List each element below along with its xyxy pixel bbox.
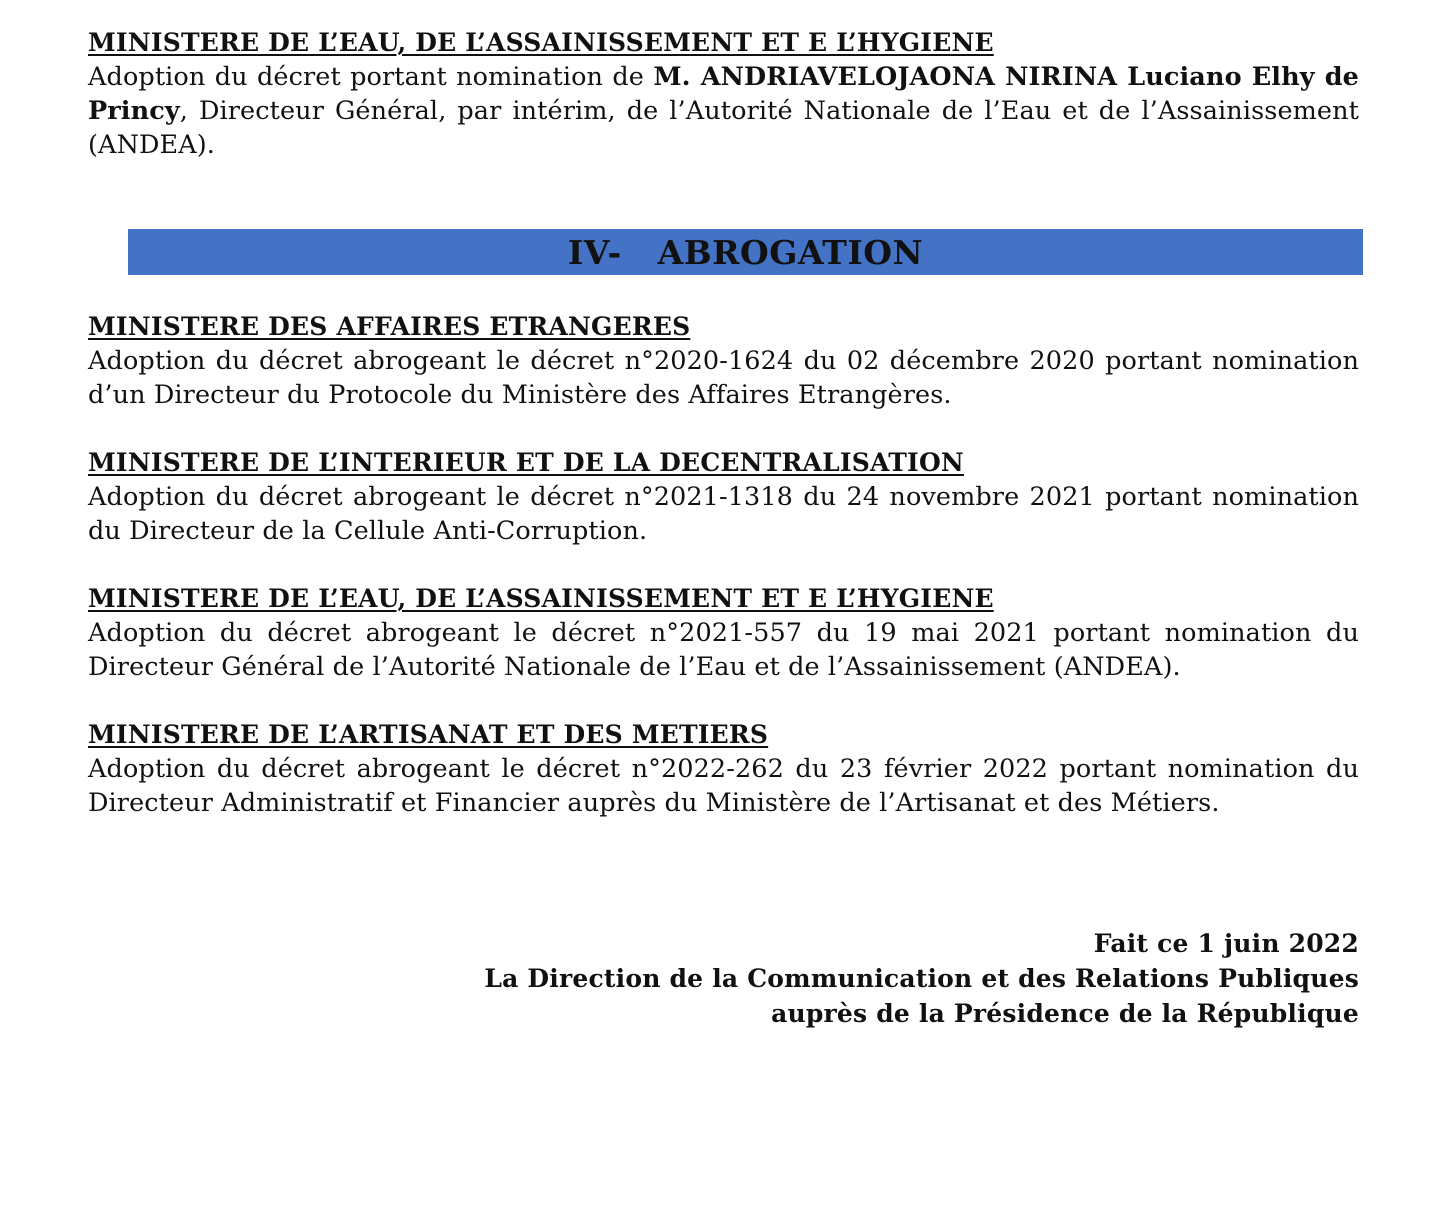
decree-text-suffix: , Directeur Général, par intérim, de l’Autorité Nationale de l’Eau et de l’Assainissement (ANDEA).: [88, 96, 1359, 160]
abrogation-item: [88, 718, 1359, 820]
ministry-heading: MINISTERE DE L’EAU, DE L’ASSAINISSEMENT ET E L’HYGIENE: [88, 28, 994, 57]
decree-paragraph: Adoption du décret abrogeant le décret n°2022-262 du 23 février 2022 portant nomination du Directeur Administratif et Financier auprès du Ministère de l’Artisanat et des Métiers.: [88, 754, 1359, 818]
decree-paragraph: Adoption du décret abrogeant le décret n°2021-557 du 19 mai 2021 portant nomination du Directeur Général de l’Autorité Nationale de l’Eau et de l’Assainissement (ANDEA).: [88, 618, 1359, 682]
signature-institution: auprès de la Présidence de la République: [771, 999, 1359, 1028]
ministry-heading: MINISTERE DES AFFAIRES ETRANGERES: [88, 312, 691, 341]
appointee-name: M. ANDRIAVELOJAONA NIRINA Luciano Elhy de Princy: [88, 62, 1359, 126]
section-banner: [128, 229, 1363, 275]
signature-date: Fait ce 1 juin 2022: [1093, 929, 1359, 958]
signature-office: La Direction de la Communication et des Relations Publiques: [484, 964, 1359, 993]
decree-paragraph: Adoption du décret abrogeant le décret n°2021-1318 du 24 novembre 2021 portant nomination du Directeur de la Cellule Anti-Corruption.: [88, 482, 1359, 546]
abrogation-item: [88, 582, 1359, 684]
decree-text-prefix: Adoption du décret portant nomination de: [88, 62, 654, 92]
abrogation-item: [88, 310, 1359, 412]
decree-paragraph: [88, 60, 1359, 162]
ministry-heading: MINISTERE DE L’INTERIEUR ET DE LA DECENTRALISATION: [88, 448, 964, 477]
decree-paragraph: Adoption du décret abrogeant le décret n°2020-1624 du 02 décembre 2020 portant nomination d’un Directeur du Protocole du Ministère des Affaires Etrangères.: [88, 346, 1359, 410]
section-number: IV-: [567, 232, 622, 272]
abrogation-list: [88, 310, 1359, 820]
signature-block: [484, 926, 1359, 1031]
top-section: [88, 26, 1359, 162]
ministry-heading: MINISTERE DE L’EAU, DE L’ASSAINISSEMENT ET E L’HYGIENE: [88, 584, 994, 613]
section-title: ABROGATION: [657, 232, 924, 272]
abrogation-item: [88, 446, 1359, 548]
ministry-heading: MINISTERE DE L’ARTISANAT ET DES METIERS: [88, 720, 769, 749]
